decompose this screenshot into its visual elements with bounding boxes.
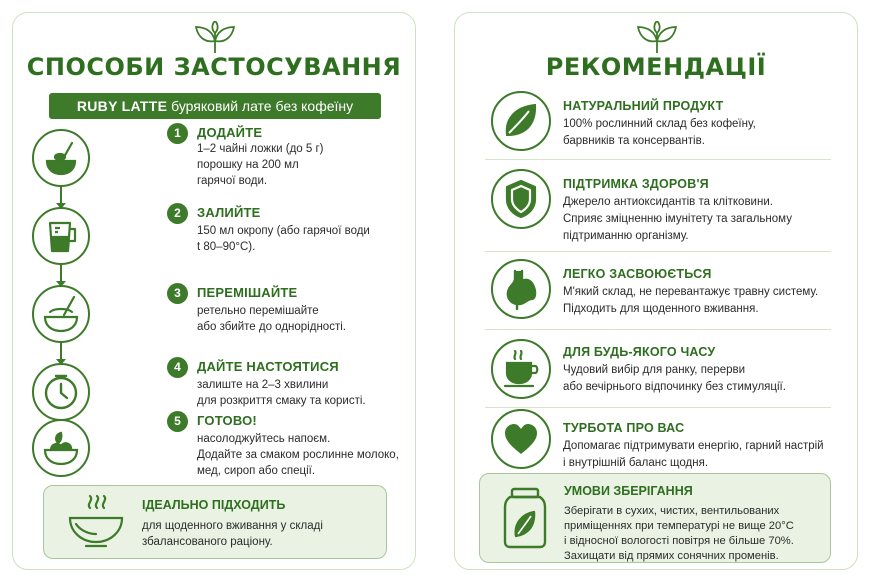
whisk-bowl-icon [32,285,90,343]
leaves-logo-icon [635,21,679,55]
leaf-icon [491,91,551,151]
steaming-bowl-icon [66,494,126,552]
bowl-leaves-icon [32,419,90,477]
usage-heading: СПОСОБИ ЗАСТОСУВАННЯ [26,53,402,81]
measuring-cup-icon [32,207,90,265]
rec-title: ЛЕГКО ЗАСВОЮЄТЬСЯ [563,267,712,281]
rec-text: 100% рослинний склад без кофеїну, барвників та консервантів. [563,118,756,147]
recommendations-panel [454,12,858,570]
ideal-text: для щоденного вживання у складі збалансованого раціону. [142,520,323,548]
rec-text: Чудовий вибір для ранку, перерви або вечірнього відпочинку без стимуляції. [563,364,786,393]
step-text: залиште на 2–3 хвилини для розкриття смаку та користі. [197,379,366,407]
rec-title: ПІДТРИМКА ЗДОРОВ'Я [563,177,709,191]
usage-panel [12,12,416,570]
step-title: ДОДАЙТЕ [197,125,263,140]
cup-icon [491,339,551,399]
rec-text: М'який склад, не перевантажує травну систему. Підходить для щоденного вживання. [563,286,819,315]
divider [485,251,831,252]
rec-text: Допомагає підтримувати енергію, гарний настрій і внутрішній баланс щодня. [563,440,824,469]
divider [485,329,831,330]
leaves-logo-icon [193,21,237,55]
step-title: ДАЙТЕ НАСТОЯТИСЯ [197,359,339,374]
clock-icon [32,363,90,421]
stomach-icon [491,259,551,319]
step-title: ЗАЛИЙТЕ [197,205,261,220]
rec-title: ТУРБОТА ПРО ВАС [563,421,685,435]
rec-title: ДЛЯ БУДЬ-ЯКОГО ЧАСУ [563,345,716,359]
divider [485,407,831,408]
step-number: 5 [167,411,188,432]
rec-title: НАТУРАЛЬНИЙ ПРОДУКТ [563,99,724,113]
heart-icon [491,409,551,469]
step-text: насолоджуйтесь напоєм. Додайте за смаком рослинне молоко, мед, сироп або спеції. [197,433,399,477]
banner-subtitle: буряковий лате без кофеїну [171,98,354,114]
step-number: 4 [167,357,188,378]
step-number: 1 [167,123,188,144]
recommendations-heading: РЕКОМЕНДАЦІЇ [545,53,767,81]
step-text: ретельно перемішайте або збийте до однорідності. [197,305,346,333]
ideal-title: ІДЕАЛЬНО ПІДХОДИТЬ [142,498,286,512]
step-number: 2 [167,203,188,224]
ideal-for-box [43,485,387,559]
product-banner [49,93,381,119]
step-text: 150 мл окропу (або гарячої води t 80–90°C). [197,225,370,253]
brand-name: RUBY LATTE [76,98,168,114]
step-connector [60,187,62,207]
step-title: ГОТОВО! [197,413,257,428]
rec-text: Джерело антиоксидантів та клітковини. Сприяє зміцненню імунітету та загальному підтриманню організму. [563,196,792,242]
divider [485,159,831,160]
storage-text: Зберігати в сухих, чистих, вентильованих приміщеннях при температурі не вище 20°C і відносної вологості повітря не більше 70%. Захищати від прямих сонячних променів. [564,505,794,562]
step-title: ПЕРЕМІШАЙТЕ [197,285,298,300]
storage-box [479,473,831,563]
step-number: 3 [167,283,188,304]
shield-icon [491,169,551,229]
spoon-bowl-icon [32,129,90,187]
step-connector [60,343,62,363]
step-text: 1–2 чайні ложки (до 5 г) порошку на 200 мл гарячої води. [197,143,324,187]
step-connector [60,265,62,285]
jar-icon [500,486,550,550]
storage-title: УМОВИ ЗБЕРІГАННЯ [564,484,693,498]
